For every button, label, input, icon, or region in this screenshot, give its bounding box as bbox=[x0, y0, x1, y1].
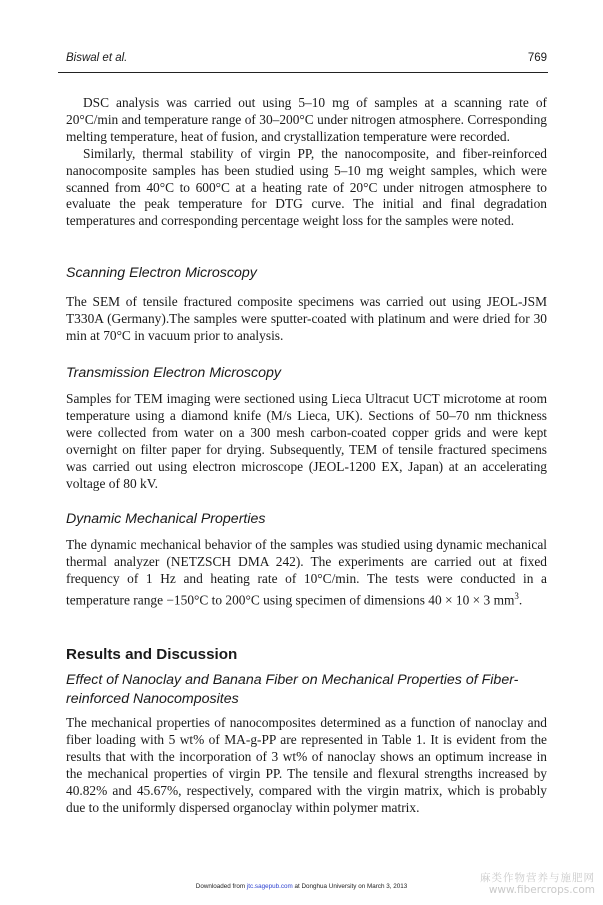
results-section-heading: Results and Discussion bbox=[66, 646, 238, 663]
dma-block bbox=[66, 537, 547, 609]
footer-link[interactable]: jtc.sagepub.com bbox=[246, 883, 293, 890]
results-subheading: Effect of Nanoclay and Banana Fiber on Mechanical Properties of Fiber-reinforced Nanocomposites bbox=[66, 672, 519, 707]
tem-paragraph: Samples for TEM imaging were sectioned using Lieca Ultracut UCT microtome at room temperature using a diamond knife (M/s Lieca, UK). Sections of 50–70 nm thickness were collected from water on a 300 mesh carbon-coated copper grids and were kept overnight on filter paper for drying. Subsequently, TEM of tensile fractured specimens was carried out using electron microscope (JEOL-1200 EX, Japan) at an accelerating voltage of 80 kV. bbox=[66, 391, 547, 491]
results-block bbox=[66, 715, 547, 816]
dma-heading: Dynamic Mechanical Properties bbox=[66, 511, 266, 527]
dma-text: The dynamic mechanical behavior of the samples was studied using dynamic mechanical thermal analyzer (NETZSCH DMA 242). The experiments are carried out at fixed frequency of 1 Hz and heating rate of 10°C/min. The tests were conducted in a temperature range −150°C to 200°C using specimen of dimensions 40 × 10 × 3 mm bbox=[66, 537, 547, 608]
footer-prefix: Downloaded from bbox=[195, 883, 247, 890]
sem-block bbox=[66, 294, 547, 345]
watermark-url: www.fibercrops.com bbox=[488, 884, 595, 896]
dma-superscript: 3 bbox=[514, 590, 519, 601]
results-paragraph: The mechanical properties of nanocomposites determined as a function of nanoclay and fiber loading with 5 wt% of MA-g-PP are represented in Table 1. It is evident from the results that with the incorporation of 3 wt% of nanoclay shows an optimum increase in the mechanical properties of virgin PP. The tensile and flexural strengths increased by 40.82% and 45.67%, respectively, compared with the virgin matrix, which is probably due to the uniformly dispersed organoclay within polymer matrix. bbox=[66, 715, 547, 815]
dma-paragraph bbox=[66, 537, 547, 609]
sem-paragraph: The SEM of tensile fractured composite specimens was carried out using JEOL-JSM T330A (Germany).The samples were sputter-coated with platinum and were dried for 30 min at 70°C in vacuum prior to analysis. bbox=[66, 294, 547, 343]
watermark-chinese: 麻类作物营养与施肥网 bbox=[480, 872, 595, 884]
tga-paragraph: Similarly, thermal stability of virgin PP, the nanocomposite, and fiber-reinforced nanocomposite samples has been studied using 5–10 mg weight samples, which were scanned from 40°C to 600°C at a heating rate of 20°C under nitrogen atmosphere to evaluate the peak temperature for DTG curve. The initial and final degradation temperatures and corresponding percentage weight loss for the samples were noted. bbox=[66, 145, 547, 229]
site-watermark bbox=[480, 872, 595, 896]
sem-heading: Scanning Electron Microscopy bbox=[66, 265, 257, 281]
footer-suffix: at Donghua University on March 3, 2013 bbox=[292, 883, 408, 890]
running-head bbox=[66, 52, 547, 64]
tem-block bbox=[66, 391, 547, 492]
page-number: 769 bbox=[527, 52, 547, 64]
dsc-paragraph: DSC analysis was carried out using 5–10 mg of samples at a scanning rate of 20°C/min and temperature range of 30–200°C under nitrogen atmosphere. Corresponding melting temperature, heat of fusion, and crystallization temperature were recorded. bbox=[66, 95, 547, 144]
dma-text-end: . bbox=[518, 592, 523, 608]
intro-block bbox=[66, 95, 547, 230]
running-head-authors: Biswal et al. bbox=[66, 52, 128, 64]
header-rule bbox=[58, 72, 548, 73]
tem-heading: Transmission Electron Microscopy bbox=[66, 365, 281, 381]
